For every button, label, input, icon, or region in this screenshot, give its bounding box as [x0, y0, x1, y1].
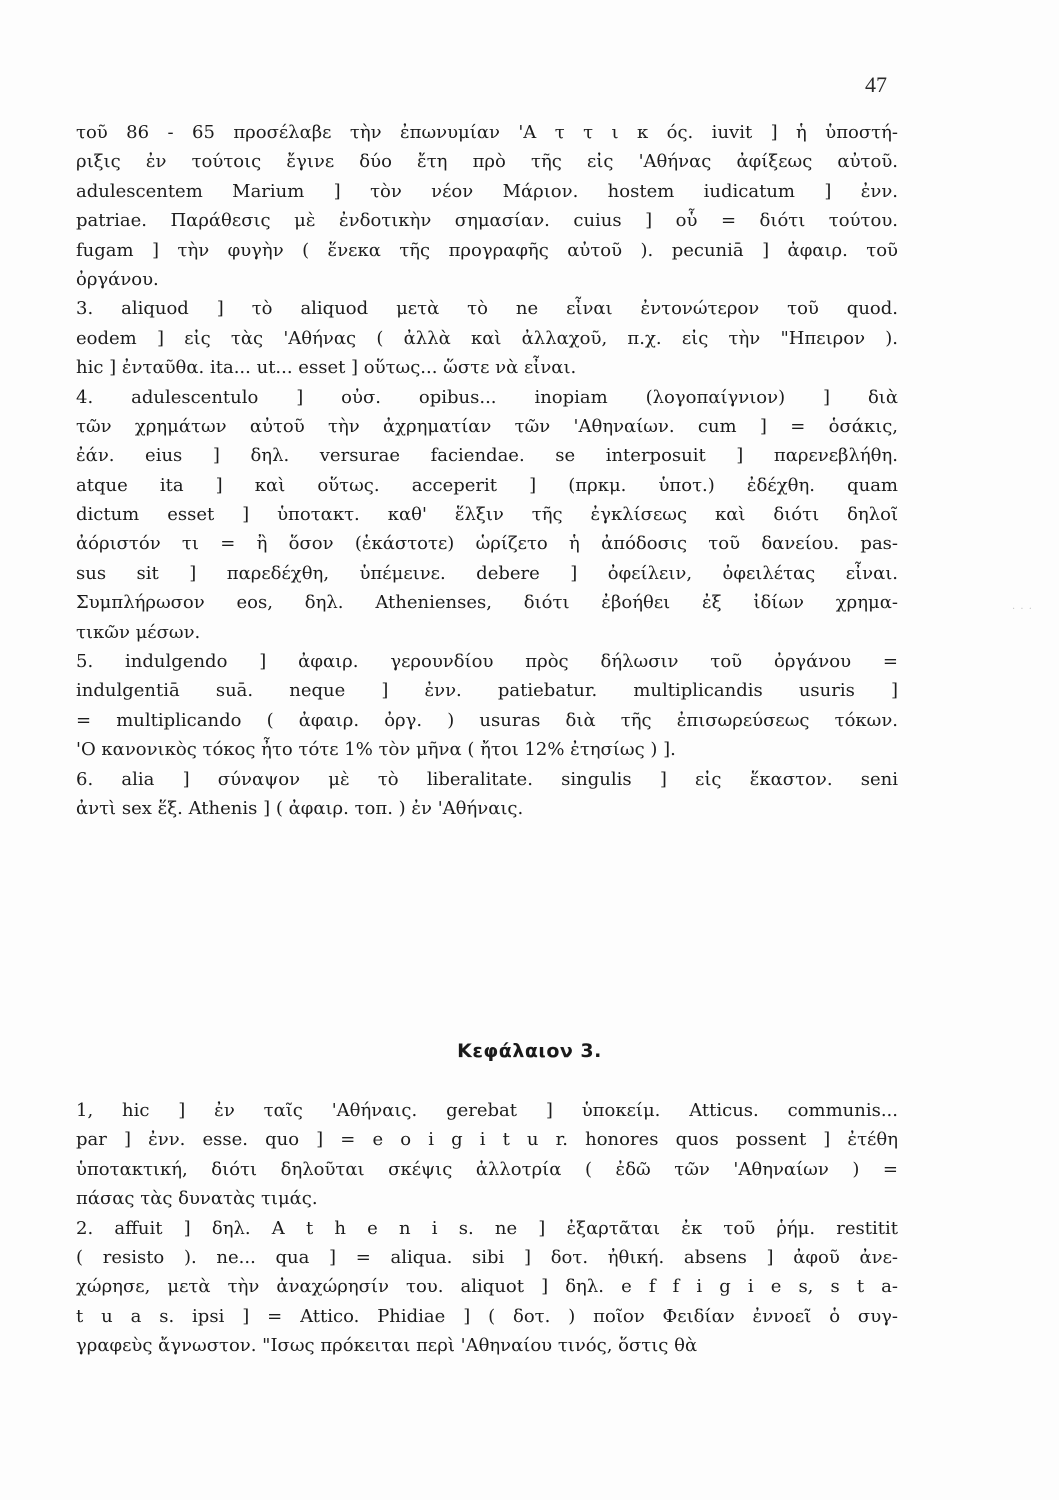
text-line: eodem ] εἰς τὰς 'Αθήνας ( ἀλλὰ καὶ ἀλλαχοῦ, π.χ. εἰς τὴν "Ηπειρον ). [76, 327, 898, 349]
text-line: 3. aliquod ] τὸ aliquod μετὰ τὸ ne εἶναι ἐντονώτερον τοῦ quod. [76, 298, 898, 320]
text-line: fugam ] τὴν φυγὴν ( ἕνεκα τῆς προγραφῆς αὐτοῦ ). pecuniā ] ἀφαιρ. τοῦ [76, 239, 898, 261]
text-line: πάσας τὰς δυνατὰς τιμάς. [76, 1188, 318, 1210]
text-line: χώρησε, μετὰ τὴν ἀναχώρησίν του. aliquot ] δηλ. e f f i g i e s, s t a- [76, 1276, 898, 1298]
text-line: γραφεὺς ἄγνωστον. "Ισως πρόκειται περὶ 'Αθηναίου τινός, ὅστις θὰ [76, 1335, 698, 1357]
text-line: 5. indulgendo ] ἀφαιρ. γερουνδίου πρὸς δήλωσιν τοῦ ὀργάνου = [76, 651, 898, 673]
text-line: ριξις ἐν τούτοις ἔγινε δύο ἔτη πρὸ τῆς εἰς 'Αθήνας ἀφίξεως αὐτοῦ. [76, 151, 898, 173]
text-line: 4. adulescentulo ] οὐσ. opibus... inopiam (λογοπαίγνιον) ] διὰ [76, 386, 898, 408]
margin-mark: · · · [1012, 604, 1033, 615]
text-line: hic ] ἐνταῦθα. ita... ut... esset ] οὕτως... ὥστε νὰ εἶναι. [76, 357, 577, 379]
text-line: 6. alia ] σύναψον μὲ τὸ liberalitate. singulis ] εἰς ἕκαστον. seni [76, 768, 898, 790]
text-line: τικῶν μέσων. [76, 621, 201, 643]
text-line: dictum esset ] ὑποτακτ. καθ' ἕλξιν τῆς ἐγκλίσεως καὶ διότι δηλοῖ [76, 504, 898, 526]
text-line: sus sit ] παρεδέχθη, ὑπέμεινε. debere ] ὀφείλειν, ὀφειλέτας εἶναι. [76, 562, 898, 584]
text-line: τοῦ 86 - 65 προσέλαβε τὴν ἐπωνυμίαν 'Α τ τ ι κ ός. iuvit ] ἡ ὑποστή- [76, 122, 898, 143]
text-line: 'Ο κανονικὸς τόκος ἦτο τότε 1% τὸν μῆνα ( ἤτοι 12% ἐτησίως ) ]. [76, 739, 676, 761]
text-line: = multiplicando ( ἀφαιρ. ὀργ. ) usuras διὰ τῆς ἐπισωρεύσεως τόκων. [76, 709, 898, 731]
commentary-section-2 [76, 118, 898, 823]
page-number: 47 [865, 72, 887, 97]
text-line: atque ita ] καὶ οὕτως. acceperit ] (πρκμ. ὑποτ.) ἐδέχθη. quam [76, 474, 898, 496]
text-line: ὀργάνου. [76, 268, 159, 290]
text-line: Συμπλήρωσον eos, δηλ. Athenienses, διότι ἐβοήθει ἐξ ἰδίων χρημα- [76, 592, 898, 614]
text-line: ἀόριστόν τι = ἢ ὅσον (ἑκάστοτε) ὡρίζετο ἡ ἀπόδοσις τοῦ δανείου. pas- [76, 533, 898, 555]
chapter-heading: Κεφάλαιον 3. [457, 1040, 602, 1062]
text-line: ὑποτακτική, διότι δηλοῦται σκέψις ἀλλοτρία ( ἐδῶ τῶν 'Αθηναίων ) = [76, 1158, 898, 1180]
commentary-section-3 [76, 1096, 898, 1361]
text-line: ( resisto ). ne... qua ] = aliqua. sibi ] δοτ. ἠθική. absens ] ἀφοῦ ἀνε- [76, 1246, 898, 1268]
text-line: τῶν χρημάτων αὐτοῦ τὴν ἀχρηματίαν τῶν 'Αθηναίων. cum ] = ὁσάκις, [76, 415, 898, 437]
text-line: t u a s. ipsi ] = Attico. Phidiae ] ( δοτ. ) ποῖον Φειδίαν ἐννοεῖ ὁ συγ- [76, 1305, 898, 1327]
text-line: ἐάν. eius ] δηλ. versurae faciendae. se interposuit ] παρενεβλήθη. [76, 445, 898, 467]
text-line: 2. affuit ] δηλ. A t h e n i s. ne ] ἐξαρτᾶται ἐκ τοῦ ῥήμ. restitit [76, 1217, 898, 1239]
text-line: par ] ἐνν. esse. quo ] = e o i g i t u r. honores quos possent ] ἐτέθη [76, 1129, 898, 1151]
text-line: indulgentiā suā. neque ] ἐνν. patiebatur. multiplicandis usuris ] [76, 680, 898, 702]
text-line: patriae. Παράθεσις μὲ ἐνδοτικὴν σημασίαν. cuius ] οὗ = διότι τούτου. [76, 210, 898, 232]
text-line: 1, hic ] ἐν ταῖς 'Αθήναις. gerebat ] ὑποκείμ. Atticus. communis... [76, 1100, 898, 1121]
text-line: ἀντὶ sex ἕξ. Athenis ] ( ἀφαιρ. τοπ. ) ἐν 'Αθήναις. [76, 797, 524, 819]
text-line: adulescentem Marium ] τὸν νέον Μάριον. hostem iudicatum ] ἐνν. [76, 180, 898, 202]
